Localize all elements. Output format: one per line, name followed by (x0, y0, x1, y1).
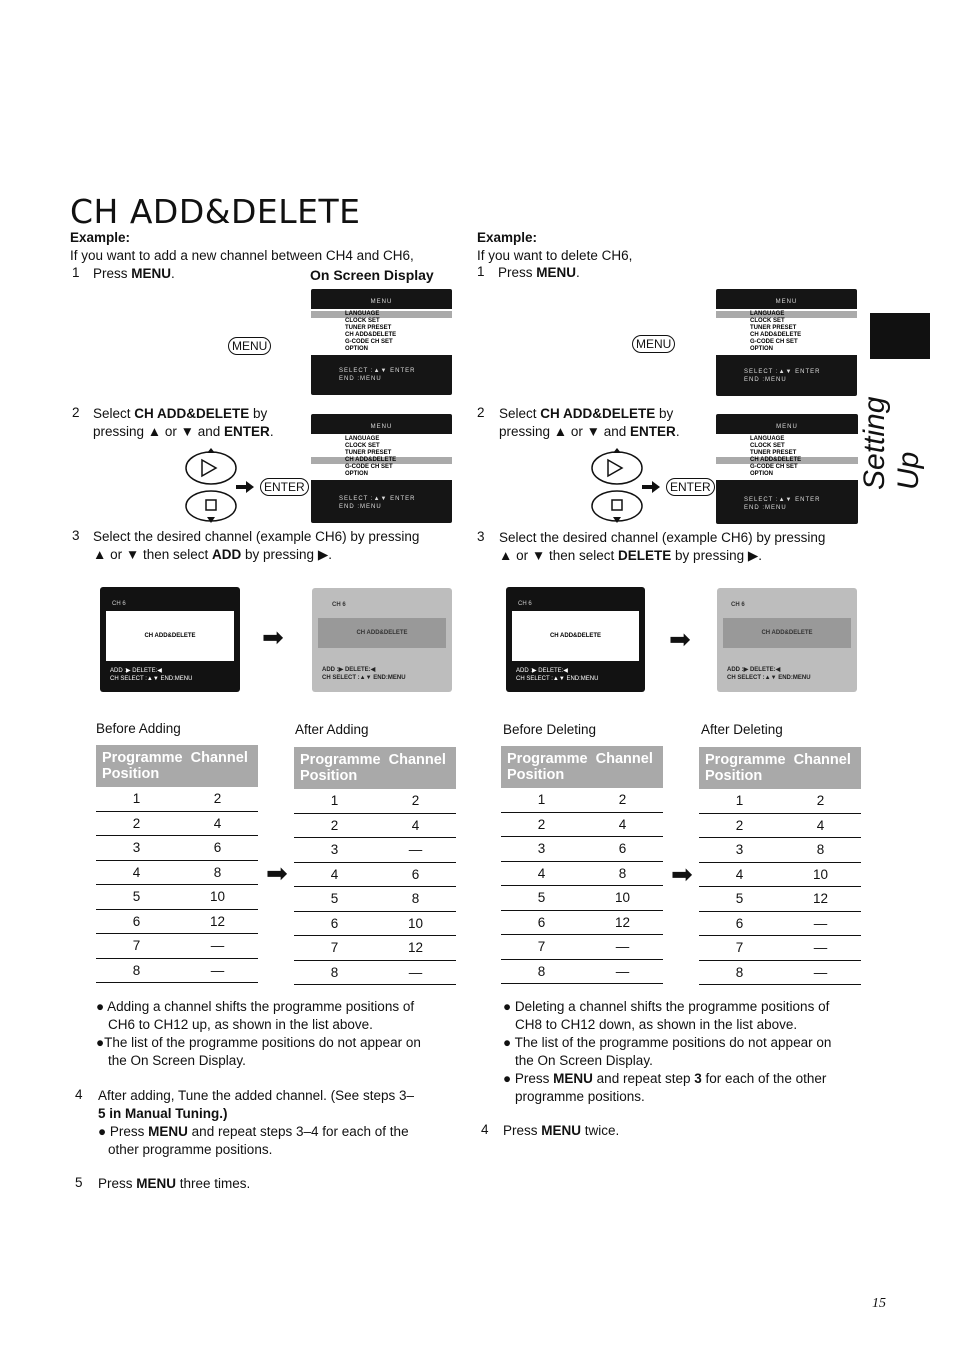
menu-button[interactable]: MENU (228, 337, 271, 355)
before-deleting-label: Before Deleting (503, 722, 597, 737)
osd-menu-screen: MENU LANGUAGE CLOCK SET TUNER PRESET CH ADD&DELETE G-CODE CH SET OPTION SELECT :▲▼ ENTER END :MENU (716, 414, 858, 524)
note-list: ● Deleting a channel shifts the programme positions of CH8 to CH12 down, as shown in the list above. ● The list of the programme positions do not appear on the On Screen Display. ● Press MENU and repeat step 3 for each of the other programme positions. (503, 999, 832, 1104)
channel-cell: 2 (177, 787, 258, 811)
after-deleting-label: After Deleting (701, 722, 783, 737)
programme-position-cell: 1 (96, 787, 177, 811)
arrow-right-icon: ➡ (669, 624, 691, 654)
step-number: 2 (477, 405, 485, 420)
table-row (294, 887, 456, 912)
channel-cell: 12 (177, 909, 258, 934)
table-row (699, 887, 861, 912)
channel-cell: 12 (582, 910, 663, 935)
programme-position-cell: 3 (699, 838, 780, 863)
step-number: 4 (481, 1122, 489, 1137)
channel-cell: 10 (582, 886, 663, 911)
osd-menu-screen: MENU LANGUAGE CLOCK SET TUNER PRESET CH ADD&DELETE G-CODE CH SET OPTION SELECT :▲▼ ENTER END :MENU (716, 289, 857, 396)
channel-cell: 8 (375, 887, 456, 912)
table-row (96, 860, 258, 885)
step-number: 1 (72, 265, 80, 280)
step-number: 5 (75, 1175, 83, 1190)
page-number: 15 (872, 1296, 886, 1311)
table-row (96, 787, 258, 811)
step-number: 4 (75, 1087, 83, 1102)
channel-cell: 10 (375, 911, 456, 936)
table-row (699, 862, 861, 887)
table-before-adding: Programme Channel Position 1 2 2 4 3 6 4 8 5 10 6 12 7 — 8 — (96, 745, 258, 983)
table-row (501, 788, 663, 812)
programme-position-cell: 7 (294, 936, 375, 961)
channel-cell: 2 (582, 788, 663, 812)
programme-position-cell: 5 (294, 887, 375, 912)
table-row (699, 838, 861, 863)
section-tab-label: Setting Up (858, 396, 925, 490)
programme-position-cell: 2 (294, 813, 375, 838)
channel-cell: — (177, 934, 258, 959)
enter-button[interactable]: ENTER (260, 478, 309, 496)
example-label: Example: (70, 230, 131, 245)
step-number: 3 (477, 529, 485, 544)
channel-cell: 6 (375, 862, 456, 887)
programme-position-cell: 2 (699, 813, 780, 838)
channel-cell: 4 (780, 813, 861, 838)
programme-position-cell: 3 (501, 837, 582, 862)
programme-position-cell: 4 (294, 862, 375, 887)
programme-position-cell: 6 (294, 911, 375, 936)
step-text: Press MENU. (498, 265, 580, 280)
programme-position-cell: 7 (96, 934, 177, 959)
osd-menu-screen: MENU LANGUAGE CLOCK SET TUNER PRESET CH ADD&DELETE G-CODE CH SET OPTION SELECT :▲▼ ENTER END :MENU (311, 414, 452, 523)
note-list: ● Adding a channel shifts the programme positions of CH6 to CH12 up, as shown in the list above. ●The list of the programme positions do not appear on the On Screen Display. (96, 999, 421, 1068)
osd-caption: On Screen Display (310, 267, 434, 283)
channel-cell: — (375, 960, 456, 985)
table-row (501, 812, 663, 837)
channel-cell: — (780, 960, 861, 985)
menu-button[interactable]: MENU (632, 335, 675, 353)
channel-screen-before: CH 6 CH ADD&DELETE ADD :▶ DELETE:◀ CH SELECT :▲▼ END:MENU (506, 587, 645, 692)
step-text: Select CH ADD&DELETE by pressing ▲ or ▼ and ENTER. (93, 406, 274, 439)
channel-cell: — (177, 958, 258, 983)
table-row (501, 935, 663, 960)
osd-menu-screen: MENU LANGUAGE CLOCK SET TUNER PRESET CH ADD&DELETE G-CODE CH SET OPTION SELECT :▲▼ ENTER END :MENU (311, 289, 452, 395)
programme-position-cell: 6 (501, 910, 582, 935)
programme-position-cell: 4 (96, 860, 177, 885)
channel-screen-before: CH 6 CH ADD&DELETE ADD :▶ DELETE:◀ CH SELECT :▲▼ END:MENU (100, 587, 240, 692)
step-text: After adding, Tune the added channel. (See steps 3– 5 in Manual Tuning.) ● Press MENU and repeat steps 3–4 for each of the other programme positions. (98, 1088, 414, 1157)
example-label: Example: (477, 230, 538, 245)
before-adding-label: Before Adding (96, 721, 181, 736)
channel-cell: 4 (375, 813, 456, 838)
table-row (96, 836, 258, 861)
table-row (96, 958, 258, 983)
enter-button[interactable]: ENTER (666, 478, 715, 496)
programme-position-cell: 1 (294, 789, 375, 813)
page-title: CH ADD&DELETE (70, 192, 361, 231)
channel-cell: 12 (780, 887, 861, 912)
channel-cell: 6 (582, 837, 663, 862)
table-row (699, 813, 861, 838)
channel-screen-after: CH 6 CH ADD&DELETE ADD :▶ DELETE:◀ CH SELECT :▲▼ END:MENU (717, 588, 857, 692)
step-text: Press MENU twice. (503, 1123, 620, 1138)
step-text: Select the desired channel (example CH6) by pressing ▲ or ▼ then select DELETE by pressing ▶. (499, 530, 826, 563)
step-text: Press MENU. (93, 266, 175, 281)
example-intro: If you want to add a new channel between CH4 and CH6, (70, 248, 414, 263)
step-text: Select CH ADD&DELETE by pressing ▲ or ▼ and ENTER. (499, 406, 680, 439)
programme-position-cell: 4 (501, 861, 582, 886)
programme-position-cell: 8 (501, 959, 582, 984)
table-row (501, 886, 663, 911)
channel-cell: 12 (375, 936, 456, 961)
channel-cell: 2 (780, 789, 861, 813)
step-number: 1 (477, 264, 485, 279)
channel-cell: 4 (582, 812, 663, 837)
arrow-right-icon: ➡ (262, 622, 284, 652)
channel-cell: 4 (177, 811, 258, 836)
table-row (294, 936, 456, 961)
table-row (294, 960, 456, 985)
programme-position-cell: 7 (501, 935, 582, 960)
table-row (699, 789, 861, 813)
programme-position-cell: 5 (501, 886, 582, 911)
table-row (96, 811, 258, 836)
programme-position-cell: 2 (96, 811, 177, 836)
after-adding-label: After Adding (295, 722, 369, 737)
table-row (294, 789, 456, 813)
step-number: 3 (72, 528, 80, 543)
channel-cell: — (582, 959, 663, 984)
table-row (501, 861, 663, 886)
programme-position-cell: 3 (294, 838, 375, 863)
channel-cell: 8 (780, 838, 861, 863)
table-row (96, 934, 258, 959)
programme-position-cell: 7 (699, 936, 780, 961)
table-row (501, 837, 663, 862)
step-text: Select the desired channel (example CH6) by pressing ▲ or ▼ then select ADD by pressing ▶. (93, 529, 420, 562)
table-row (699, 960, 861, 985)
programme-position-cell: 5 (699, 887, 780, 912)
channel-cell: — (375, 838, 456, 863)
table-row (294, 838, 456, 863)
arrow-right-icon: ➡ (671, 859, 693, 889)
table-row (294, 813, 456, 838)
table-row (501, 910, 663, 935)
example-intro: If you want to delete CH6, (477, 248, 633, 263)
arrow-right-icon: ➡ (266, 858, 288, 888)
channel-cell: 10 (780, 862, 861, 887)
programme-position-cell: 8 (699, 960, 780, 985)
programme-position-cell: 4 (699, 862, 780, 887)
table-row (96, 885, 258, 910)
table-row (96, 909, 258, 934)
channel-cell: 8 (177, 860, 258, 885)
step-text: Press MENU three times. (98, 1176, 251, 1191)
programme-position-cell: 1 (699, 789, 780, 813)
channel-cell: 8 (582, 861, 663, 886)
channel-cell: 10 (177, 885, 258, 910)
table-row (294, 911, 456, 936)
table-row (699, 911, 861, 936)
table-before-deleting: Programme Channel Position 1 2 2 4 3 6 4 8 5 10 6 12 7 — 8 — (501, 746, 663, 984)
channel-cell: 2 (375, 789, 456, 813)
channel-screen-after: CH 6 CH ADD&DELETE ADD :▶ DELETE:◀ CH SELECT :▲▼ END:MENU (312, 588, 452, 692)
table-after-adding: Programme Channel Position 1 2 2 4 3 — 4 6 5 8 6 10 7 12 8 — (294, 747, 456, 985)
programme-position-cell: 6 (699, 911, 780, 936)
step-number: 2 (72, 405, 80, 420)
channel-cell: — (780, 936, 861, 961)
table-after-deleting: Programme Channel Position 1 2 2 4 3 8 4 10 5 12 6 — 7 — 8 — (699, 747, 861, 985)
programme-position-cell: 8 (96, 958, 177, 983)
channel-cell: — (582, 935, 663, 960)
programme-position-cell: 8 (294, 960, 375, 985)
section-tab-block (870, 313, 930, 359)
programme-position-cell: 3 (96, 836, 177, 861)
programme-position-cell: 5 (96, 885, 177, 910)
table-row (501, 959, 663, 984)
table-row (699, 936, 861, 961)
programme-position-cell: 2 (501, 812, 582, 837)
channel-cell: — (780, 911, 861, 936)
programme-position-cell: 1 (501, 788, 582, 812)
channel-cell: 6 (177, 836, 258, 861)
programme-position-cell: 6 (96, 909, 177, 934)
table-row (294, 862, 456, 887)
